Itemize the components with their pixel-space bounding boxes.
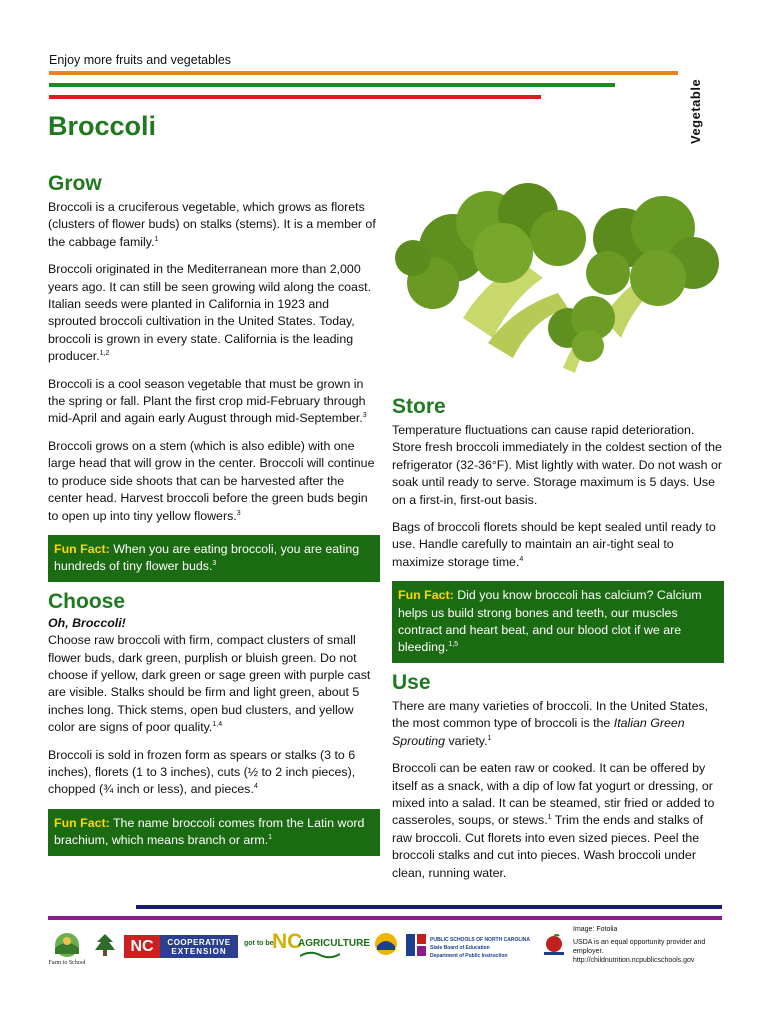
seal-logo — [93, 932, 117, 960]
grow-paragraph-3: Broccoli is a cool season vegetable that must be grown in the spring or fall. Plant the first crop mid-February through mid-April and again early August through mid-September.$^3$ — [48, 376, 367, 426]
store-heading: Store — [392, 395, 446, 418]
use-paragraph-2: Broccoli can be eaten raw or cooked. It can be offered by itself as a snack, with a dip of low fat yogurt or dressing, or mixed into a salad. It can be steamed, stir fried or added to casseroles, soups, or stews.$^1$ Trim the ends and stalks of raw broccoli. Cut florets into even sized pieces. Peel the broccoli stalks and cut into pieces. Wash broccoli under clean, running water. — [392, 761, 715, 880]
store-paragraph-1: Temperature fluctuations can cause rapid deterioration. Store fresh broccoli immediately in the coldest section of the refrigerator (32-36°F). Mist lightly with water. Do not wash or soak until ready to serve. Storage maximum is 5 days. Use on a first-in, first-out basis. — [392, 423, 722, 507]
nc-school-nutrition-logo — [404, 932, 428, 958]
green-stripe — [49, 83, 615, 87]
broccoli-photo — [393, 168, 725, 388]
category-side-label: Vegetable — [688, 78, 703, 144]
choose-fun-fact: Fun Fact: The name broccoli comes from the Latin word brachium, which means branch or arm.$^1$ — [48, 809, 380, 856]
nc-cooperative-extension-logo: NC COOPERATIVE EXTENSION — [124, 935, 238, 958]
image-credit: Image: Fotolia — [573, 926, 618, 933]
page-title: Broccoli — [48, 111, 157, 141]
choose-subheading: Oh, Broccoli! — [48, 615, 126, 630]
store-paragraph-2: Bags of broccoli florets should be kept sealed until ready to use. Handle carefully to maintain an air-tight seal to maximize storage time.$^4$ — [392, 520, 716, 569]
left-column — [48, 172, 380, 856]
nutrition-website-link[interactable]: http://childnutrition.ncpublicschools.gov — [573, 957, 695, 964]
got-to-be-nc-agriculture-logo: got to be NC AGRICULTURE — [244, 932, 368, 962]
grow-paragraph-1: Broccoli is a cruciferous vegetable, which grows as florets (clusters of flower buds) on stalks (stems). It is a member of the cabbage family.$^1$ — [48, 200, 376, 249]
grow-fun-fact: Fun Fact: When you are eating broccoli, you are eating hundreds of tiny flower buds.$^3$ — [48, 535, 380, 582]
grow-heading: Grow — [48, 172, 102, 195]
child-nutrition-logo — [541, 934, 567, 958]
right-column — [392, 395, 724, 882]
grow-paragraph-2: Broccoli originated in the Mediterranean more than 2,000 years ago. It can still be seen growing wild along the coast. Italian seeds were planted in California in 1923 and sprouted broccoli cultivation in the United States. Today, broccoli is grown in every state. California is the leading producer.$^{1,2}$ — [48, 262, 372, 364]
orange-stripe — [49, 71, 678, 75]
navy-stripe — [136, 905, 722, 909]
public-schools-nc-logo: PUBLIC SCHOOLS OF NORTH CAROLINA State Board of Education Department of Public Instruction — [430, 937, 530, 959]
red-stripe — [49, 95, 541, 99]
use-paragraph-1: There are many varieties of broccoli. In the United States, the most common type of broccoli is the Italian Green Sprouting variety.$^1$ — [392, 698, 709, 748]
choose-paragraph-2: Broccoli is sold in frozen form as spears or stalks (3 to 6 inches), florets (1 to 3 inches), cuts (½ to 2 inch pieces), chopped (¾ inch or less), and pieces.$^4$ — [48, 747, 356, 797]
tagline: Enjoy more fruits and vegetables — [49, 53, 232, 67]
usda-statement: USDA is an equal opportunity provider and employer. http://childnutrition.ncpublicschools.gov — [573, 938, 723, 965]
choose-heading: Choose — [48, 589, 126, 613]
choose-paragraph-1: Choose raw broccoli with firm, compact clusters of small flower buds, dark green, purplish or bluish green. Do not choose if yellow, dark green or sage green with purple cast are visible. Stalks should be firm and light green, about 5 inches long. Thick stems, open bud clusters, and yellow color are signs of poor quality.$^{1,4}$ — [48, 633, 371, 735]
purple-stripe — [48, 916, 722, 920]
farm-to-school-logo: Farm to School — [46, 932, 88, 966]
grow-paragraph-4: Broccoli grows on a stem (which is also edible) with one large head that will grow in the center. Broccoli will continue to produce side shoots that can be harvested after the center head. Harvest broccoli before the green buds begin to open up into tiny yellow flowers.$^3$ — [48, 438, 375, 523]
store-fun-fact: Fun Fact: Did you know broccoli has calcium? Calcium helps us build strong bones and teeth, our muscles contract and heart beat, and our blood clot if we are bleeding.$^{1,5}$ — [392, 581, 724, 663]
use-heading: Use — [392, 670, 431, 694]
nc-public-health-logo — [374, 932, 398, 958]
